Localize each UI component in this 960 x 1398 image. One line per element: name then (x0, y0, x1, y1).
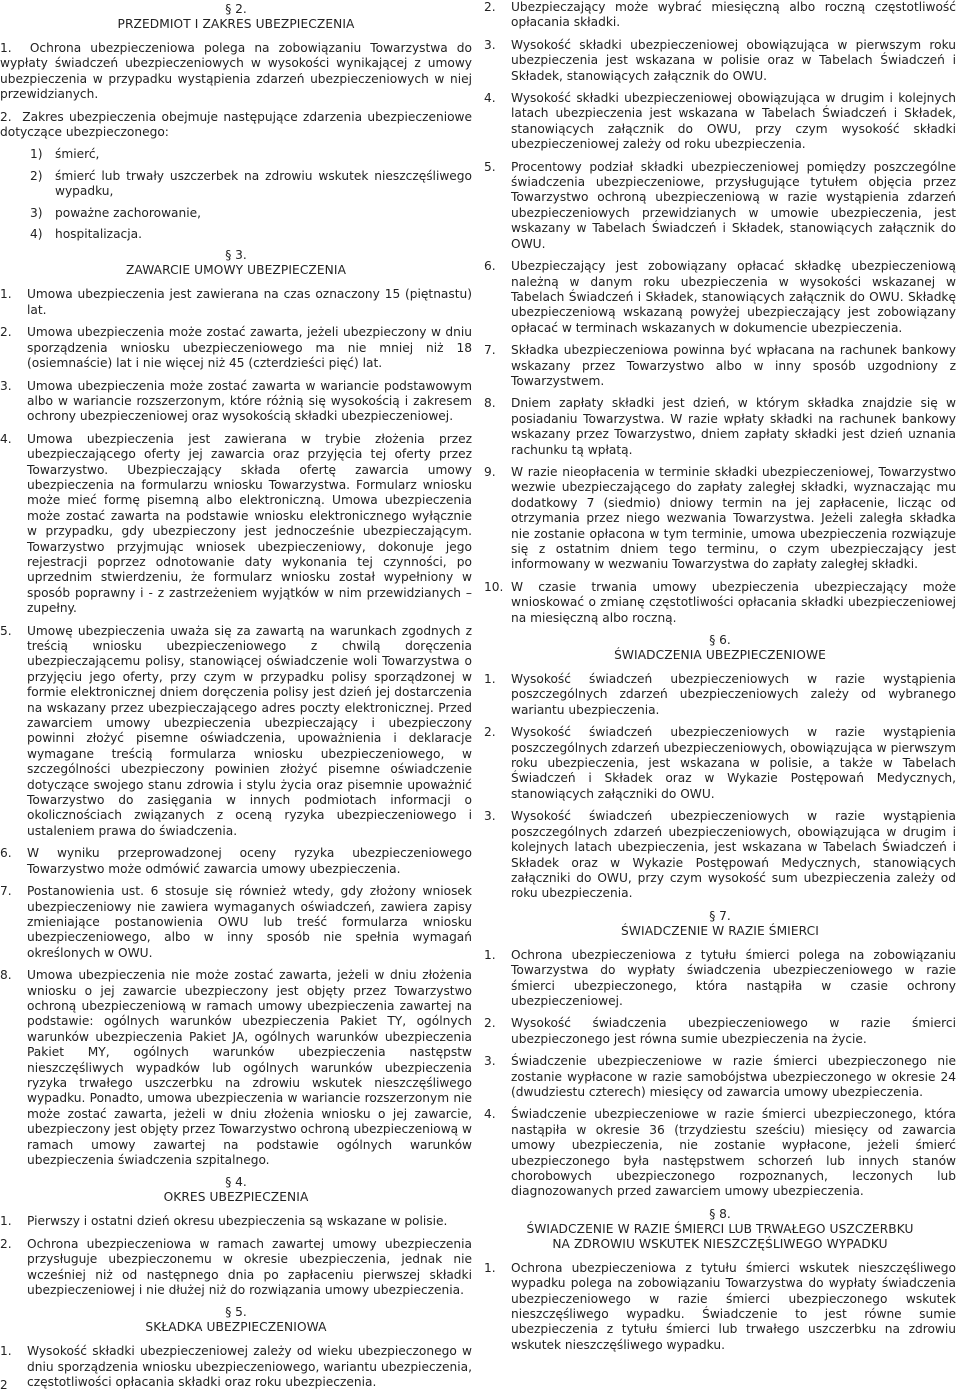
left-column (0, 0, 472, 1398)
paragraph-text: Wysokość świadczenia ubezpieczeniowego w razie śmierci ubezpieczonego jest równa sumie ubezpieczenia na życie. (511, 1016, 956, 1046)
paragraph-number: 4. (484, 1107, 496, 1122)
paragraph (0, 624, 472, 840)
paragraph (484, 1261, 956, 1353)
paragraph-number: 6. (0, 846, 12, 861)
paragraph (0, 1344, 472, 1390)
paragraph-number: 1. (0, 1214, 12, 1229)
section-title: ŚWIADCZENIE W RAZIE ŚMIERCI (621, 923, 819, 938)
paragraph-number: 7. (484, 343, 496, 358)
list-item-number: 3) (30, 205, 43, 220)
paragraph-text: Wysokość składki ubezpieczeniowej obowiązująca w drugim i kolejnych latach ubezpieczenia jest wskazana w Tabelach Świadczeń i Składek, stanowiących załącznik do OWU, przy czym wysokość składki ubezpieczeniowej zależy od roku ubezpieczenia. (511, 91, 956, 152)
paragraph-number: 5. (0, 623, 12, 638)
paragraph (0, 846, 472, 877)
paragraph-number: 8. (0, 968, 12, 983)
paragraph-text: W wyniku przeprowadzonej oceny ryzyka ubezpieczeniowego Towarzystwo może odmówić zawarcia umowy ubezpieczenia. (27, 846, 472, 876)
section-number: § 7. (709, 908, 731, 923)
event-list (0, 147, 472, 242)
paragraph-text: Umowa ubezpieczenia może zostać zawarta w wariancie podstawowym albo w wariancie rozszerzonym, które różnią się wysokością i zakresem ochrony ubezpieczeniowej oraz wysokością składki ubezpieczeniowej. (27, 378, 472, 424)
paragraph-text: Postanowienia ust. 6 stosuje się również wtedy, gdy złożony wniosek ubezpieczeniowy nie zawiera wymaganych oświadczeń, zawiera zapisy zmieniające postanowienia OWU lub treść formularza wniosku ubezpieczeniowego, albo w inny sposób nie spełnia wymagań określonych w OWU. (27, 884, 472, 960)
paragraph (484, 396, 956, 458)
list-item (0, 206, 472, 221)
paragraph-text: W razie nieopłacenia w terminie składki ubezpieczeniowej, Towarzystwo wezwie ubezpieczającego do zapłaty zaległej składki, wyznaczając mu dodatkowy 7 (siedmio) dniowy termin na jej zapłacenie, licząc od otrzymania przez niego wezwania Towarzystwa. Jeżeli zaległa składka nie zostanie opłacona w tym terminie, umowa ubezpieczenia rozwiązuje się z ostatnim dniem tego terminu, o czym ubezpieczający jest informowany w wezwaniu Towarzystwa do zapłaty zaległej składki. (511, 464, 956, 572)
paragraph (484, 0, 956, 31)
paragraph (0, 884, 472, 961)
paragraph-number: 1. (484, 947, 496, 962)
section-title: ZAWARCIE UMOWY UBEZPIECZENIA (125, 263, 347, 278)
list-item-number: 4) (30, 227, 43, 242)
paragraph-text: Procentowy podział składki ubezpieczeniowej pomiędzy poszczególne świadczenia ubezpieczeniowe, przysługujące tytułem objęcia przez Towarzystwo ochroną ubezpieczeniową w razie wystąpienia zdarzeń ubezpieczeniowych przewidzianych w umowie ubezpieczenia, jest wskazany w Tabelach Świadczeń i Składek, stanowiących załącznik do OWU. (511, 159, 956, 251)
paragraph (0, 968, 472, 1168)
paragraph (0, 379, 472, 425)
list-item-number: 2) (30, 168, 43, 183)
paragraph-number: 1. (0, 1344, 12, 1359)
list-item (0, 147, 472, 162)
section-title-line-1: ŚWIADCZENIE W RAZIE ŚMIERCI LUB TRWAŁEGO USZCZERBKU (526, 1221, 914, 1236)
paragraph-number: 2. (484, 725, 496, 740)
paragraph-number: 4. (0, 431, 12, 446)
paragraph (484, 1054, 956, 1100)
paragraph-text: Ubezpieczający jest zobowiązany opłacać składkę ubezpieczeniową należną w danym roku ubezpieczenia w wysokości wskazanej w Tabelach Świadczeń i Składek, stanowiących załącznik do OWU. Składkę ubezpieczeniową wskazaną powyżej ubezpieczający jest zobowiązany opłacać w terminach wskazanych w dokumencie ubezpieczenia. (511, 259, 956, 335)
paragraph-text: Wysokość składki ubezpieczeniowej zależy od wieku ubezpieczonego w dniu sporządzenia wniosku ubezpieczeniowego, wariantu ubezpieczenia, częstotliwości opłacania składki oraz roku ubezpieczenia. (27, 1344, 472, 1390)
list-item-text: śmierć lub trwały uszczerbek na zdrowiu wskutek nieszczęśliwego wypadku, (55, 168, 472, 199)
paragraph (484, 465, 956, 573)
paragraph-text: Umowa ubezpieczenia jest zawierana w trybie złożenia przez ubezpieczającego oferty jej zawarcia oraz przyjęcia tej oferty przez Towarzystwo. Ubezpieczający składa ofertę zawarcia umowy ubezpieczenia na formularzu wniosku Towarzystwa. Formularz wniosku może mieć formę pisemną albo elektroniczną. Umowa ubezpieczenia może zostać zawarta na podstawie wniosku elektronicznego wyłącznie w przypadku, gdy ubezpieczony jest jednocześnie ubezpieczającym. Towarzystwo przyjmując wniosek ubezpieczeniowy, dokonuje jego rejestracji poprzez odnotowanie daty wykonania tej czynności, po uprzednim stwierdzeniu, że formularz wniosku został wypełniony w sposób poprawny i - z zastrzeżeniem wyjątków w nim przewidzianych – zupełny. (27, 431, 472, 616)
list-item-text: hospitalizacja. (55, 227, 142, 242)
paragraph (484, 809, 956, 901)
paragraph-number: 8. (484, 396, 496, 411)
paragraph-number: 1. (484, 1260, 496, 1275)
paragraph (484, 1016, 956, 1047)
paragraph-text: Ochrona ubezpieczeniowa z tytułu śmierci wskutek nieszczęśliwego wypadku polega na zobowiązaniu Towarzystwa do wypłaty świadczenia ubezpieczeniowego w razie śmierci ubezpieczonego wskutek nieszczęśliwego wypadku. Świadczenie to jest równe sumie ubezpieczenia z tytułu śmierci lub trwałego uszczerbku na zdrowiu wskutek nieszczęśliwego wypadku. (511, 1260, 956, 1352)
paragraph-text: Ochrona ubezpieczeniowa w ramach zawartej umowy ubezpieczenia przysługuje ubezpieczonemu w okresie ubezpieczenia, jednak nie wcześniej niż od następnego dnia po zapłaceniu pierwszej składki ubezpieczeniowej i nie dłużej niż do rozwiązania umowy ubezpieczenia. (27, 1236, 472, 1298)
paragraph (0, 287, 472, 318)
paragraph-number: 3. (484, 809, 496, 824)
paragraph-text: Umowę ubezpieczenia uważa się za zawartą na warunkach zgodnych z treścią wniosku ubezpieczeniowego z chwilą doręczenia ubezpieczającemu polisy, stanowiącej oświadczenie woli Towarzystwa o przyjęciu jego oferty, przy czym w przypadku polisy sporządzonej w formie elektronicznej dniem doręczenia polisy jest dzień jej dostarczenia na wskazany przez ubezpieczającego adres poczty elektronicznej. Przed zawarciem umowy ubezpieczenia ubezpieczający i ubezpieczony powinni złożyć pisemne oświadczenia, upoważnienia i deklaracje wymagane treścią formularza wniosku ubezpieczeniowego, w szczególności ubezpieczony powinien złożyć pisemne oświadczenie dotyczące swojego stanu zdrowia i stylu życia oraz pisemnie upoważnić Towarzystwo do zasięgania w innych podmiotach informacji o okolicznościach związanych z oceną ryzyka ubezpieczeniowego i ustaleniem prawa do świadczenia. (27, 623, 472, 838)
paragraph (484, 91, 956, 153)
paragraph (0, 325, 472, 371)
paragraph-number: 1. (0, 41, 12, 55)
paragraph-number: 1. (484, 672, 496, 687)
paragraph-number: 1. (0, 287, 12, 302)
paragraph (0, 432, 472, 617)
paragraph-text: Wysokość świadczeń ubezpieczeniowych w razie wystąpienia poszczególnych zdarzeń ubezpieczeniowych, obowiązująca w pierwszym roku ubezpieczenia, jest wskazana w polisie, a także w Tabelach Świadczeń i Składek oraz w Wykazie Postępowań Medycznych, stanowiących załączniki do OWU. (511, 725, 956, 801)
paragraph-number: 6. (484, 259, 496, 274)
paragraph-number: 2. (0, 325, 12, 340)
paragraph-text: Składka ubezpieczeniowa powinna być wpłacana na rachunek bankowy wskazany przez Towarzystwo albo w inny sposób uzgodniony z Towarzystwem. (511, 343, 956, 388)
paragraph (484, 725, 956, 802)
section-number: § 8. (709, 1206, 731, 1221)
paragraph (484, 343, 956, 389)
paragraph-text: Ochrona ubezpieczeniowa polega na zobowiązaniu Towarzystwa do wypłaty świadczeń ubezpieczeniowych w wysokości wynikającej z umowy ubezpieczenia w przypadku wystąpienia zdarzeń ubezpieczeniowych w niej przewidzianych. (0, 41, 472, 102)
page-number: 2 (0, 1378, 8, 1392)
section-number: § 4. (225, 1175, 247, 1190)
paragraph (0, 41, 472, 103)
section-number: § 3. (225, 248, 247, 263)
paragraph (0, 1237, 472, 1299)
list-item-text: poważne zachorowanie, (55, 205, 201, 220)
paragraph-text: Świadczenie ubezpieczeniowe w razie śmierci ubezpieczonego, która nastąpiła w okresie 36 (trzydziestu sześciu) miesięcy od zawarcia umowy ubezpieczenia, nie zostanie wypłacone, jeżeli śmierć ubezpieczonego była następstwem schorzeń lub innych stanów chorobowych ubezpieczonego rozpoznanych, leczonych lub diagnozowanych przed zawarciem umowy ubezpieczenia. (511, 1107, 956, 1199)
paragraph-number: 3. (484, 1054, 496, 1069)
paragraph-text: Wysokość świadczeń ubezpieczeniowych w razie wystąpienia poszczególnych zdarzeń ubezpieczeniowych, obowiązująca w drugim i kolejnych latach ubezpieczenia, jest wskazana w Tabelach Świadczeń i Składek oraz w Wykazie Postępowań Medycznych, stanowiących załączniki do OWU, przy czym wysokość sum ubezpieczenia zależy od roku ubezpieczenia. (511, 809, 956, 901)
section-number: § 5. (225, 1305, 247, 1320)
paragraph-number: 9. (484, 464, 496, 479)
paragraph-number: 2. (484, 0, 496, 14)
list-item (0, 227, 472, 242)
paragraph-text: Umowa ubezpieczenia jest zawierana na czas oznaczony 15 (piętnastu) lat. (27, 287, 472, 317)
paragraph (484, 160, 956, 252)
paragraph-number: 2. (0, 1236, 12, 1251)
section-title: PRZEDMIOT I ZAKRES UBEZPIECZENIA (117, 17, 355, 31)
list-item-text: śmierć, (55, 147, 100, 162)
paragraph (0, 1214, 472, 1229)
paragraph-text: Zakres ubezpieczenia obejmuje następujące zdarzenia ubezpieczeniowe dotyczące ubezpieczonego: (0, 109, 473, 140)
paragraph-text: Pierwszy i ostatni dzień okresu ubezpieczenia są wskazane w polisie. (27, 1214, 448, 1229)
paragraph (484, 948, 956, 1010)
paragraph (484, 1107, 956, 1199)
paragraph-text: Wysokość świadczeń ubezpieczeniowych w razie wystąpienia poszczególnych zdarzeń ubezpieczeniowych zależy od wybranego wariantu ubezpieczenia. (511, 672, 956, 717)
paragraph-text: Umowa ubezpieczenia nie może zostać zawarta, jeżeli w dniu złożenia wniosku o jej zawarcie ubezpieczony jest objęty przez Towarzystwo ochroną ubezpieczeniową w ramach umowy ubezpieczenia zawartej na podstawie: ogólnych warunków ubezpieczenia Pakiet TY, ogólnych warunków ubezpieczenia Pakiet JA, ogólnych warunków ubezpieczenia Pakiet MY, ogólnych warunków ubezpieczenia następstw nieszczęśliwych wypadków lub ogólnych warunków ubezpieczenia ryzyka trwałego uszczerbku na zdrowiu wskutek nieszczęśliwego wypadku. Ponadto, umowa ubezpieczenia w wariancie rozszerzonym nie może zostać zawarta, jeżeli w dniu złożenia wniosku o jej zawarcie, ubezpieczony jest objęty przez Towarzystwo ochroną ubezpieczeniową w ramach umowy zawartej na podstawie ogólnych warunków ubezpieczenia świadczenia szpitalnego. (27, 968, 472, 1167)
paragraph-number: 2. (484, 1016, 496, 1031)
section-title: SKŁADKA UBEZPIECZENIOWA (145, 1320, 327, 1335)
right-column (484, 0, 956, 1360)
paragraph-text: Umowa ubezpieczenia może zostać zawarta, jeżeli ubezpieczony w dniu sporządzenia wniosku ubezpieczeniowego ma nie mniej niż 18 (osiemnaście) lat i nie więcej niż 45 (czterdzieści pięć) lat. (27, 325, 472, 371)
paragraph (484, 38, 956, 84)
paragraph-text: Świadczenie ubezpieczeniowe w razie śmierci ubezpieczonego nie zostanie wypłacone w razie samobójstwa ubezpieczonego w okresie 24 (dwudziestu czterech) miesięcy od zawarcia umowy ubezpieczenia. (511, 1054, 956, 1099)
paragraph-number: 3. (0, 378, 12, 393)
list-item (0, 169, 472, 200)
paragraph-number: 3. (484, 37, 496, 52)
section-title: OKRES UBEZPIECZENIA (163, 1190, 309, 1205)
section-number: § 2. (225, 2, 247, 16)
paragraph (0, 110, 472, 141)
list-item-number: 1) (30, 147, 43, 162)
paragraph-text: Dniem zapłaty składki jest dzień, w którym składka znajdzie się w posiadaniu Towarzystwa. W razie wpłaty składki na rachunek bankowy wskazany przez Towarzystwo, dniem zapłaty składki jest dzień uznania rachunku tą wpłatą. (511, 396, 956, 457)
paragraph-number: 10. (484, 579, 504, 594)
paragraph (484, 580, 956, 626)
paragraph-text: Wysokość składki ubezpieczeniowej obowiązująca w pierwszym roku ubezpieczenia jest wskazana w polisie oraz w Tabelach Świadczeń i Składek, stanowiących załącznik do OWU. (511, 37, 956, 83)
paragraph-number: 7. (0, 884, 12, 899)
paragraph-text: Ochrona ubezpieczeniowa z tytułu śmierci polega na zobowiązaniu Towarzystwa do wypłaty świadczenia ubezpieczeniowego w razie śmierci ubezpieczonego, która nastąpiła w czasie ochrony ubezpieczeniowej. (511, 947, 956, 1008)
paragraph-number: 5. (484, 159, 496, 174)
section-title: ŚWIADCZENIA UBEZPIECZENIOWE (614, 648, 826, 663)
paragraph-number: 4. (484, 91, 496, 106)
section-title-line-2: NA ZDROWIU WSKUTEK NIESZCZĘŚLIWEGO WYPADKU (552, 1236, 888, 1251)
paragraph-number: 2. (0, 109, 12, 124)
paragraph (484, 259, 956, 336)
paragraph (484, 672, 956, 718)
paragraph-text: W czasie trwania umowy ubezpieczenia ubezpieczający może wnioskować o zmianę częstotliwości opłacania składki ubezpieczeniowej na miesięczną albo roczną. (511, 579, 956, 625)
section-number: § 6. (709, 633, 731, 648)
paragraph-text: Ubezpieczający może wybrać miesięczną albo roczną częstotliwość opłacania składki. (511, 0, 956, 30)
